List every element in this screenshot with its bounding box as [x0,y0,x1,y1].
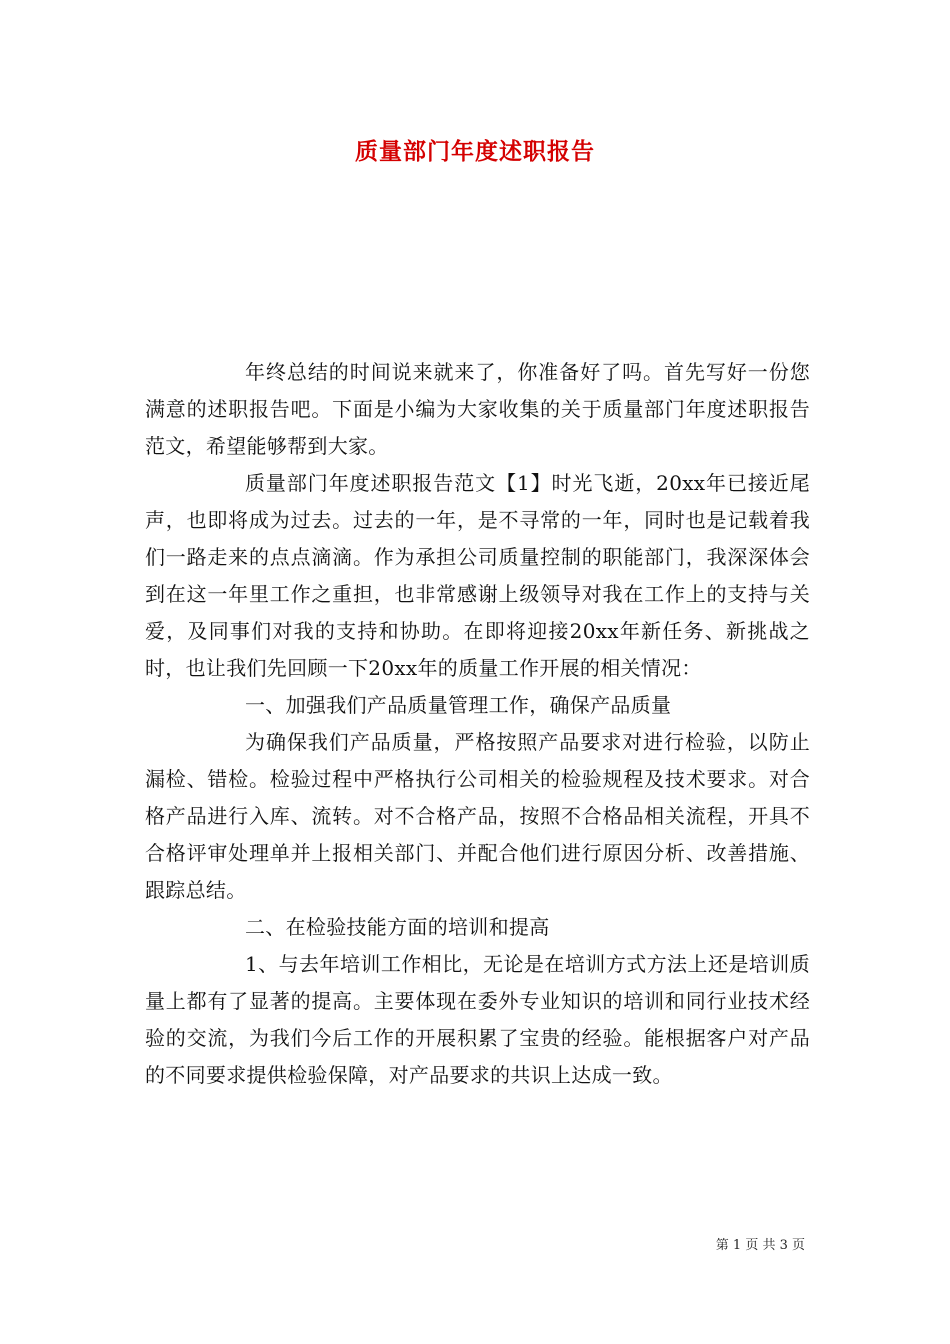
document-title: 质量部门年度述职报告 [355,138,595,165]
paragraph-sample-1: 质量部门年度述职报告范文【1】时光飞逝，20xx年已接近尾声，也即将成为过去。过去的一年，是不寻常的一年，同时也是记载着我们一路走来的点点滴滴。作为承担公司质量控制的职能部门，我深深体会到在这一年里工作之重担，也非常感谢上级领导对我在工作上的支持与关爱，及同事们对我的支持和协助。在即将迎接20xx年新任务、新挑战之时，也让我们先回顾一下20xx年的质量工作开展的相关情况： [145,471,810,680]
section-heading-2: 二、在检验技能方面的培训和提高 [245,915,550,939]
paragraph-intro: 年终总结的时间说来就来了，你准备好了吗。首先写好一份您满意的述职报告吧。下面是小编为大家收集的关于质量部门年度述职报告范文，希望能够帮到大家。 [145,360,810,458]
section-heading-1: 一、加强我们产品质量管理工作，确保产品质量 [245,693,672,717]
paragraph-training: 1、与去年培训工作相比，无论是在培训方式方法上还是培训质量上都有了显著的提高。主要体现在委外专业知识的培训和同行业技术经验的交流，为我们今后工作的开展积累了宝贵的经验。能根据客户对产品的不同要求提供检验保障，对产品要求的共识上达成一致。 [145,952,810,1087]
page-number-footer: 第 1 页 共 3 页 [715,1238,805,1253]
document-body [145,354,810,1094]
paragraph-quality-control: 为确保我们产品质量，严格按照产品要求对进行检验，以防止漏检、错检。检验过程中严格执行公司相关的检验规程及技术要求。对合格产品进行入库、流转。对不合格产品，按照不合格品相关流程，开具不合格评审处理单并上报相关部门、并配合他们进行原因分析、改善措施、跟踪总结。 [145,730,810,902]
